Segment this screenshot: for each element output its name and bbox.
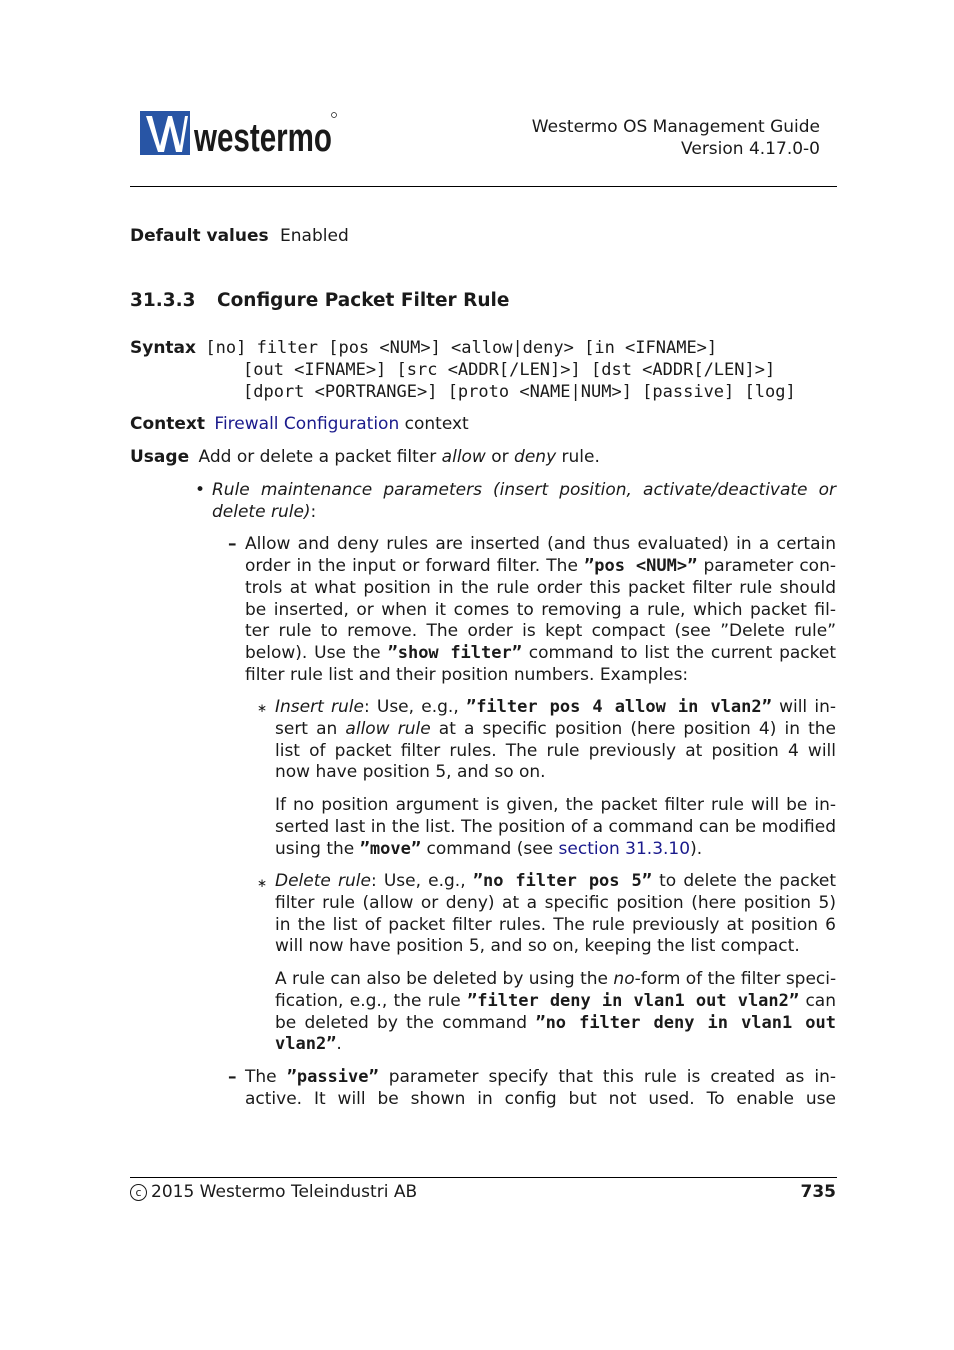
star2-p2-line-3a: be deleted by the command — [275, 1013, 536, 1033]
star2-p2-line-1b: -form of the filter speci- — [634, 969, 837, 989]
dash2-line-1 — [245, 1067, 836, 1087]
star1-line-2b: at a specific position (here position 4) in the — [430, 719, 836, 739]
star2-p2-line-4 — [275, 1034, 342, 1054]
copyright-text: 2015 Westermo Teleindustri AB — [151, 1182, 418, 1202]
dash1-line-2b: parameter con- — [697, 556, 836, 576]
usage-row — [130, 447, 600, 467]
dash1-line-1: Allow and deny rules are inserted (and thus evaluated) in a certain — [245, 534, 836, 554]
bullet-line-2-text: delete rule) — [212, 502, 311, 522]
usage-rule: rule. — [561, 447, 600, 467]
dash1-line-2a: order in the input or forward filter. The — [245, 556, 585, 576]
syntax-line-1: [no] filter [pos <NUM>] <allow|deny> [in <IFNAME>] — [205, 338, 718, 358]
dash1-line-7: filter rule list and their position numbers. Examples: — [245, 665, 689, 685]
logo-wordmark: westermo — [193, 116, 332, 160]
usage-label: Usage — [130, 447, 190, 467]
default-values — [130, 226, 349, 246]
star1-line-2 — [275, 719, 836, 739]
bullet-marker: • — [195, 480, 206, 500]
star2-p2-line-4b: . — [336, 1034, 342, 1054]
star-marker: ∗ — [257, 701, 268, 715]
dash1-line-5: ter rule to remove. The order is kept compact (see ”Delete rule” — [245, 621, 836, 641]
star1-p2-line-3b: command (see — [421, 839, 559, 859]
syntax-label: Syntax — [130, 338, 196, 358]
allow-rule-term: allow rule — [345, 719, 431, 739]
insert-example-code: ”filter pos 4 allow in vlan2” — [465, 697, 772, 717]
usage-or: or — [491, 447, 509, 467]
star1-p2-line-3c: ). — [690, 839, 703, 859]
page-number: 735 — [800, 1182, 836, 1202]
no-form-term: no — [613, 969, 635, 989]
dash2-line-1b: parameter specify that this rule is created as in- — [378, 1067, 836, 1087]
filter-deny-code: ”filter deny in vlan1 out vlan2” — [467, 991, 800, 1011]
star2-line-1a: : Use, e.g., — [370, 871, 473, 891]
star2-line-1b: to delete the packet — [651, 871, 836, 891]
dash-marker: – — [228, 534, 237, 554]
star1-line-3: list of packet filter rules. The rule previously at position 4 will — [275, 741, 836, 761]
dash1-line-6a: below). Use the — [245, 643, 388, 663]
bullet-line-2-end: : — [310, 502, 317, 522]
syntax-row — [130, 338, 717, 358]
star-marker: ∗ — [257, 876, 268, 890]
star1-p2-line-2: serted last in the list. The position of a command can be modified — [275, 817, 836, 837]
star1-line-4: now have position 5, and so on. — [275, 762, 546, 782]
star1-p2-line-3 — [275, 839, 702, 859]
star1-line-1 — [275, 697, 836, 717]
firewall-configuration-link[interactable]: Firewall Configuration — [214, 414, 400, 434]
dash1-line-2 — [245, 556, 836, 576]
westermo-logo — [138, 108, 338, 158]
passive-code: ”passive” — [286, 1067, 379, 1087]
star2-p2-line-2b: can — [799, 991, 836, 1011]
default-values-label: Default values — [130, 226, 269, 246]
doc-title: Westermo OS Management Guide — [531, 117, 820, 137]
usage-deny: deny — [514, 447, 557, 467]
star1-line-2a: sert an — [275, 719, 346, 739]
footer-rule — [130, 1177, 837, 1178]
section-number: 31.3.3 — [130, 290, 196, 311]
delete-example-code: ”no filter pos 5” — [472, 871, 652, 891]
context-label: Context — [130, 414, 206, 434]
star1-line-1b: will in- — [771, 697, 837, 717]
star2-line-1 — [275, 871, 836, 891]
insert-rule-term: Insert rule — [275, 697, 364, 717]
star2-line-4: will now have position 5, and so on, keeping the list compact. — [275, 936, 800, 956]
copyright-icon: c — [130, 1184, 147, 1201]
star2-p2-line-2a: fication, e.g., the rule — [275, 991, 468, 1011]
no-filter-deny-code-end: vlan2” — [275, 1034, 337, 1054]
header-rule — [130, 186, 837, 187]
star1-p2-line-3a: using the — [275, 839, 360, 859]
star2-p2-line-1a: A rule can also be deleted by using the — [275, 969, 614, 989]
dash-marker: – — [228, 1067, 237, 1087]
dash1-line-6 — [245, 643, 836, 663]
usage-text: Add or delete a packet filter — [198, 447, 437, 467]
bullet-line-1: Rule maintenance parameters (insert position, activate/deactivate or — [212, 480, 836, 500]
dash1-line-3: trols at what position in the rule order this packet filter rule should — [245, 578, 836, 598]
pos-num-code: ”pos <NUM>” — [584, 556, 698, 576]
star2-p2-line-2 — [275, 991, 836, 1011]
star1-p2-line-1: If no position argument is given, the packet filter rule will be in- — [275, 795, 836, 815]
doc-version: Version 4.17.0-0 — [681, 139, 820, 159]
syntax-line-3: [dport <PORTRANGE>] [proto <NAME|NUM>] [passive] [log] — [243, 382, 796, 402]
move-code: ”move” — [359, 839, 422, 859]
star2-line-2: filter rule (allow or deny) at a specific position (here position 5) — [275, 893, 836, 913]
no-filter-deny-code: ”no filter deny in vlan1 out — [535, 1013, 837, 1033]
star2-line-3: in the list of packet filter rules. The rule previously at position 6 — [275, 915, 836, 935]
section-31-3-10-link[interactable]: section 31.3.10 — [558, 839, 691, 859]
bullet-line-2 — [212, 502, 316, 522]
dash2-line-1a: The — [245, 1067, 287, 1087]
dash1-line-4: be inserted, or when it comes to removing a rule, which packet fil- — [245, 600, 836, 620]
syntax-line-2: [out <IFNAME>] [src <ADDR[/LEN]>] [dst <ADDR[/LEN]>] — [243, 360, 776, 380]
star2-p2-line-1 — [275, 969, 836, 989]
context-row — [130, 414, 469, 434]
default-values-value: Enabled — [280, 226, 349, 246]
star2-p2-line-3 — [275, 1013, 836, 1033]
section-heading — [130, 290, 509, 311]
show-filter-code: ”show filter” — [387, 643, 522, 663]
star1-line-1a: : Use, e.g., — [363, 697, 466, 717]
dash1-line-6b: command to list the current packet — [521, 643, 836, 663]
dash2-line-2: active. It will be shown in config but not used. To enable use — [245, 1089, 836, 1109]
section-title: Configure Packet Filter Rule — [217, 290, 510, 311]
context-suffix: context — [404, 414, 469, 434]
footer-copyright — [130, 1182, 417, 1202]
usage-allow: allow — [441, 447, 486, 467]
delete-rule-term: Delete rule — [275, 871, 371, 891]
